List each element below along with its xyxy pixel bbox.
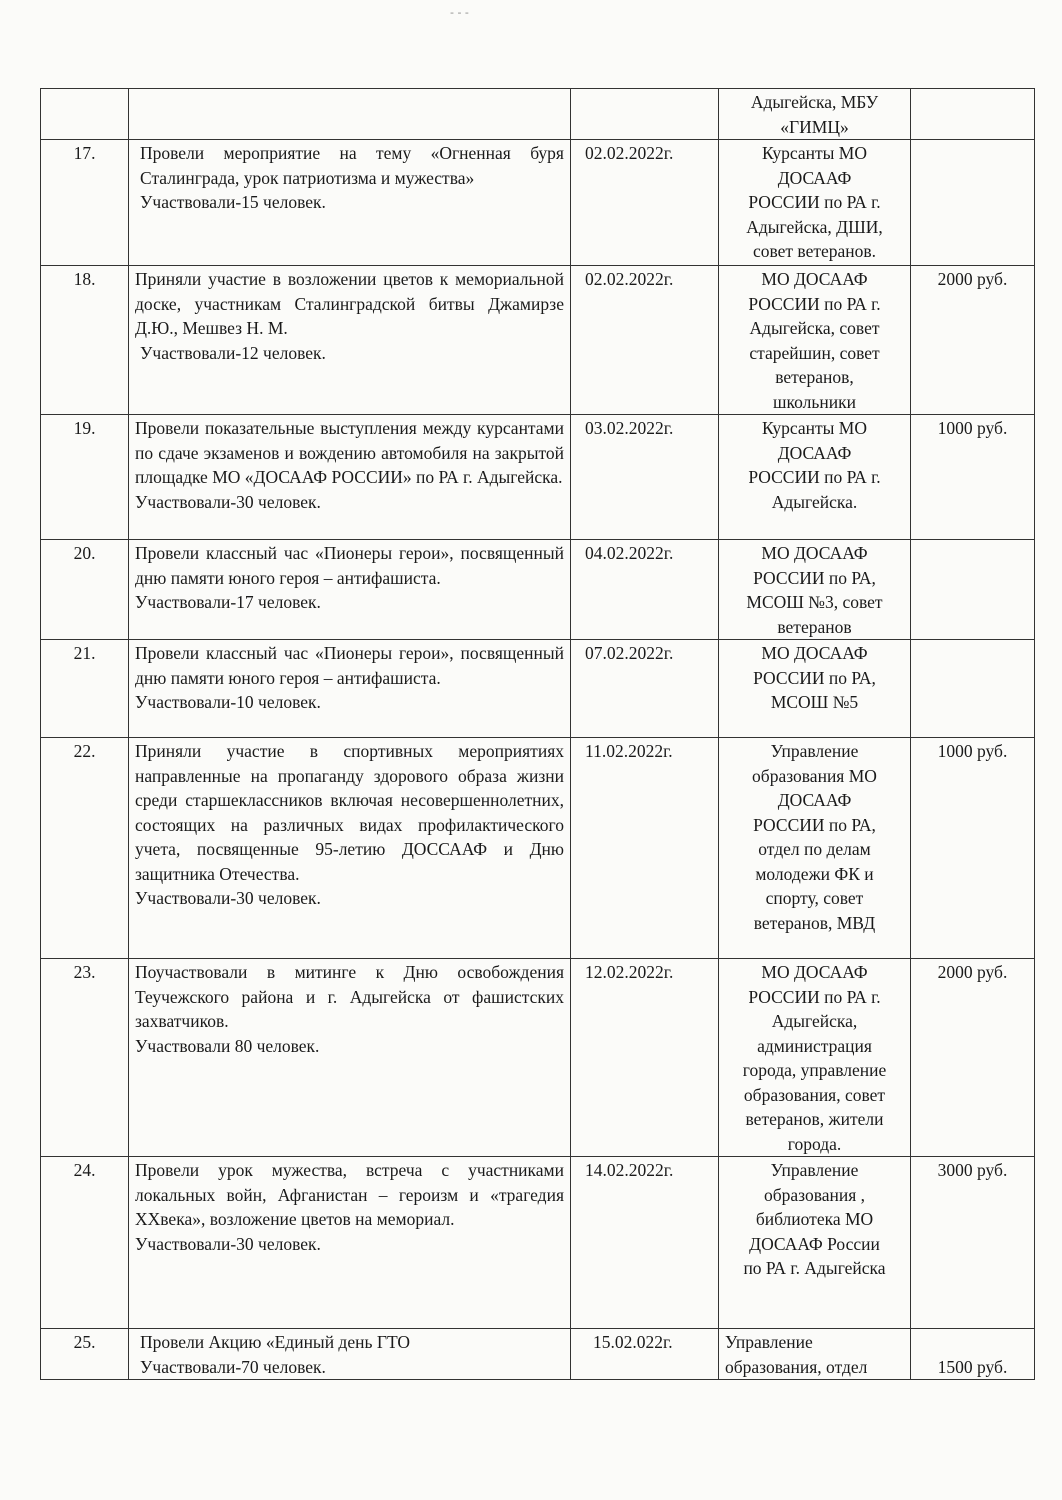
- row-description: [129, 415, 571, 540]
- desc-text: Провели классный час «Пионеры герои», посвященный дню памяти юного героя – антифашиста.: [135, 643, 564, 688]
- row-number: 24.: [41, 1157, 129, 1329]
- row-number: 18.: [41, 266, 129, 415]
- row-number: 23.: [41, 959, 129, 1157]
- row-organizers: [719, 640, 911, 738]
- org-line: молодежи ФК и: [755, 863, 874, 884]
- row-number: [41, 89, 129, 140]
- table-row: [41, 1157, 1035, 1329]
- org-line: Курсанты МО: [762, 418, 867, 438]
- row-date: [571, 89, 719, 140]
- desc-text: Провели мероприятие на тему «Огненная буря Сталинграда, урок патриотизма и мужества»: [140, 143, 564, 188]
- org-line: школьники: [773, 391, 856, 412]
- row-amount: 2000 руб.: [911, 959, 1035, 1157]
- row-amount: [911, 89, 1035, 140]
- desc-text: Провели урок мужества, встреча с участниками локальных войн, Афганистан – героизм и «трагедия ХХвека», возложение цветов на мемориал.: [135, 1160, 564, 1229]
- table-row: [41, 640, 1035, 738]
- org-line: ветеранов, жители: [745, 1109, 884, 1129]
- row-date: 15.02.022г.: [571, 1329, 719, 1380]
- org-line: РОССИИ по РА г.: [748, 192, 881, 212]
- table-row: [41, 738, 1035, 959]
- org-line: города.: [787, 1133, 842, 1154]
- org-line: ветеранов,: [775, 367, 854, 387]
- row-date: 11.02.2022г.: [571, 738, 719, 959]
- row-date: 02.02.2022г.: [571, 140, 719, 266]
- org-line: ветеранов, МВД: [753, 912, 876, 933]
- desc-participants: Участвовали-30 человек.: [135, 491, 321, 512]
- row-date: 02.02.2022г.: [571, 266, 719, 415]
- row-description: [129, 640, 571, 738]
- org-line: МО ДОСААФ: [761, 543, 868, 563]
- org-line: города, управление: [742, 1060, 887, 1080]
- org-line: ДОСААФ: [777, 790, 852, 810]
- row-organizers: [719, 89, 911, 140]
- desc-participants: Участвовали-15 человек.: [140, 192, 326, 212]
- org-line: по РА г. Адыгейска: [743, 1258, 886, 1278]
- desc-text: Поучаствовали в митинге к Дню освобождения Теучежского района и г. Адыгейска от фашистских захватчиков.: [135, 962, 564, 1031]
- org-line: Адыгейска,: [771, 1011, 858, 1031]
- row-amount: [911, 640, 1035, 738]
- org-line: МО ДОСААФ: [761, 643, 868, 663]
- org-line: образования, совет: [743, 1084, 886, 1105]
- desc-participants: Участвовали-30 человек.: [135, 1233, 321, 1254]
- org-line: МО ДОСААФ: [761, 962, 868, 982]
- desc-text: Приняли участие в спортивных мероприятиях направленные на пропаганду здорового образа жизни среди старшеклассников включая несовершеннолетних, состоящих на различных видах профилактического учета, посвященные 95-летию ДОССААФ и Дню защитника Отечества.: [135, 741, 564, 884]
- row-amount: 1500 руб.: [911, 1329, 1035, 1380]
- table-row: [41, 959, 1035, 1157]
- table-row: [41, 140, 1035, 266]
- row-organizers: [719, 959, 911, 1157]
- scan-mark-top: - - -: [450, 6, 469, 19]
- events-table: [40, 88, 1035, 1380]
- table-row: [41, 1329, 1035, 1380]
- row-organizers: [719, 140, 911, 266]
- desc-text: Провели показательные выступления между курсантами по сдаче экзаменов и вождению автомобиля на закрытой площадке МО «ДОСААФ РОССИИ» по РА г. Адыгейска.: [135, 418, 564, 487]
- org-line: «ГИМЦ»: [780, 116, 849, 137]
- org-line: Управление: [770, 1160, 859, 1180]
- row-description: [129, 540, 571, 640]
- table-row: [41, 415, 1035, 540]
- org-line: Управление: [725, 1332, 813, 1352]
- org-line: МО ДОСААФ: [761, 269, 868, 289]
- org-line: ДОСААФ: [777, 167, 852, 188]
- row-number: 20.: [41, 540, 129, 640]
- row-organizers: [719, 415, 911, 540]
- row-description: [129, 738, 571, 959]
- row-date: 14.02.2022г.: [571, 1157, 719, 1329]
- row-amount: 2000 руб.: [911, 266, 1035, 415]
- org-line: РОССИИ по РА г.: [748, 986, 881, 1007]
- desc-text: Провели Акцию «Единый день ГТО: [140, 1332, 411, 1352]
- org-line: спорту, совет: [765, 888, 864, 908]
- row-number: 21.: [41, 640, 129, 738]
- desc-participants: Участвовали-70 человек.: [140, 1356, 326, 1377]
- desc-participants: Участвовали-12 человек.: [140, 342, 326, 363]
- org-line: МСОШ №5: [770, 692, 859, 712]
- desc-participants: Участвовали-17 человек.: [135, 592, 321, 612]
- row-date: 04.02.2022г.: [571, 540, 719, 640]
- org-line: образования МО: [752, 765, 877, 786]
- org-line: старейшин, совет: [749, 342, 880, 363]
- row-organizers: [719, 266, 911, 415]
- org-line: ветеранов: [777, 616, 852, 637]
- row-amount: 1000 руб.: [911, 738, 1035, 959]
- row-organizers: [719, 1157, 911, 1329]
- desc-text: Приняли участие в возложении цветов к мемориальной доске, участникам Сталинградской битвы Джамирзе Д.Ю., Мешвез Н. М.: [135, 269, 564, 338]
- row-date: 12.02.2022г.: [571, 959, 719, 1157]
- desc-participants: Участвовали-10 человек.: [135, 692, 321, 712]
- row-organizers: [719, 738, 911, 959]
- row-number: 22.: [41, 738, 129, 959]
- table-row: [41, 266, 1035, 415]
- row-description: [129, 89, 571, 140]
- org-line: администрация: [757, 1035, 872, 1056]
- row-organizers: [719, 1329, 911, 1380]
- org-line: образования, отдел: [725, 1356, 868, 1377]
- org-line: ДОСААФ России: [749, 1233, 880, 1254]
- row-date: 07.02.2022г.: [571, 640, 719, 738]
- org-line: ДОСААФ: [777, 442, 852, 463]
- row-description: [129, 1157, 571, 1329]
- table-row: [41, 89, 1035, 140]
- row-amount: 1000 руб.: [911, 415, 1035, 540]
- org-line: Адыгейска, совет: [749, 318, 880, 338]
- desc-text: Провели классный час «Пионеры герои», посвященный дню памяти юного героя – антифашиста.: [135, 543, 564, 588]
- desc-participants: Участвовали 80 человек.: [135, 1035, 320, 1056]
- org-line: Адыгейска, ДШИ,: [746, 216, 883, 237]
- row-organizers: [719, 540, 911, 640]
- org-line: Управление: [770, 741, 859, 761]
- org-line: РОССИИ по РА,: [753, 814, 876, 835]
- row-amount: [911, 540, 1035, 640]
- table-row: [41, 540, 1035, 640]
- row-description: [129, 140, 571, 266]
- row-description: [129, 266, 571, 415]
- org-line: Адыгейска, МБУ: [750, 92, 879, 112]
- row-description: [129, 959, 571, 1157]
- row-date: 03.02.2022г.: [571, 415, 719, 540]
- org-line: образования ,: [763, 1184, 866, 1205]
- org-line: РОССИИ по РА,: [753, 667, 876, 688]
- row-amount: [911, 140, 1035, 266]
- org-line: отдел по делам: [758, 839, 871, 859]
- row-amount: 3000 руб.: [911, 1157, 1035, 1329]
- org-line: РОССИИ по РА г.: [748, 467, 881, 487]
- org-line: библиотека МО: [755, 1209, 874, 1229]
- org-line: МСОШ №3, совет: [746, 592, 883, 612]
- row-number: 19.: [41, 415, 129, 540]
- org-line: совет ветеранов.: [752, 241, 877, 261]
- org-line: РОССИИ по РА,: [753, 567, 876, 588]
- row-number: 17.: [41, 140, 129, 266]
- org-line: Адыгейска.: [771, 491, 858, 512]
- row-description: [129, 1329, 571, 1380]
- desc-participants: Участвовали-30 человек.: [135, 888, 321, 908]
- org-line: Курсанты МО: [762, 143, 867, 163]
- row-number: 25.: [41, 1329, 129, 1380]
- org-line: РОССИИ по РА г.: [748, 293, 881, 314]
